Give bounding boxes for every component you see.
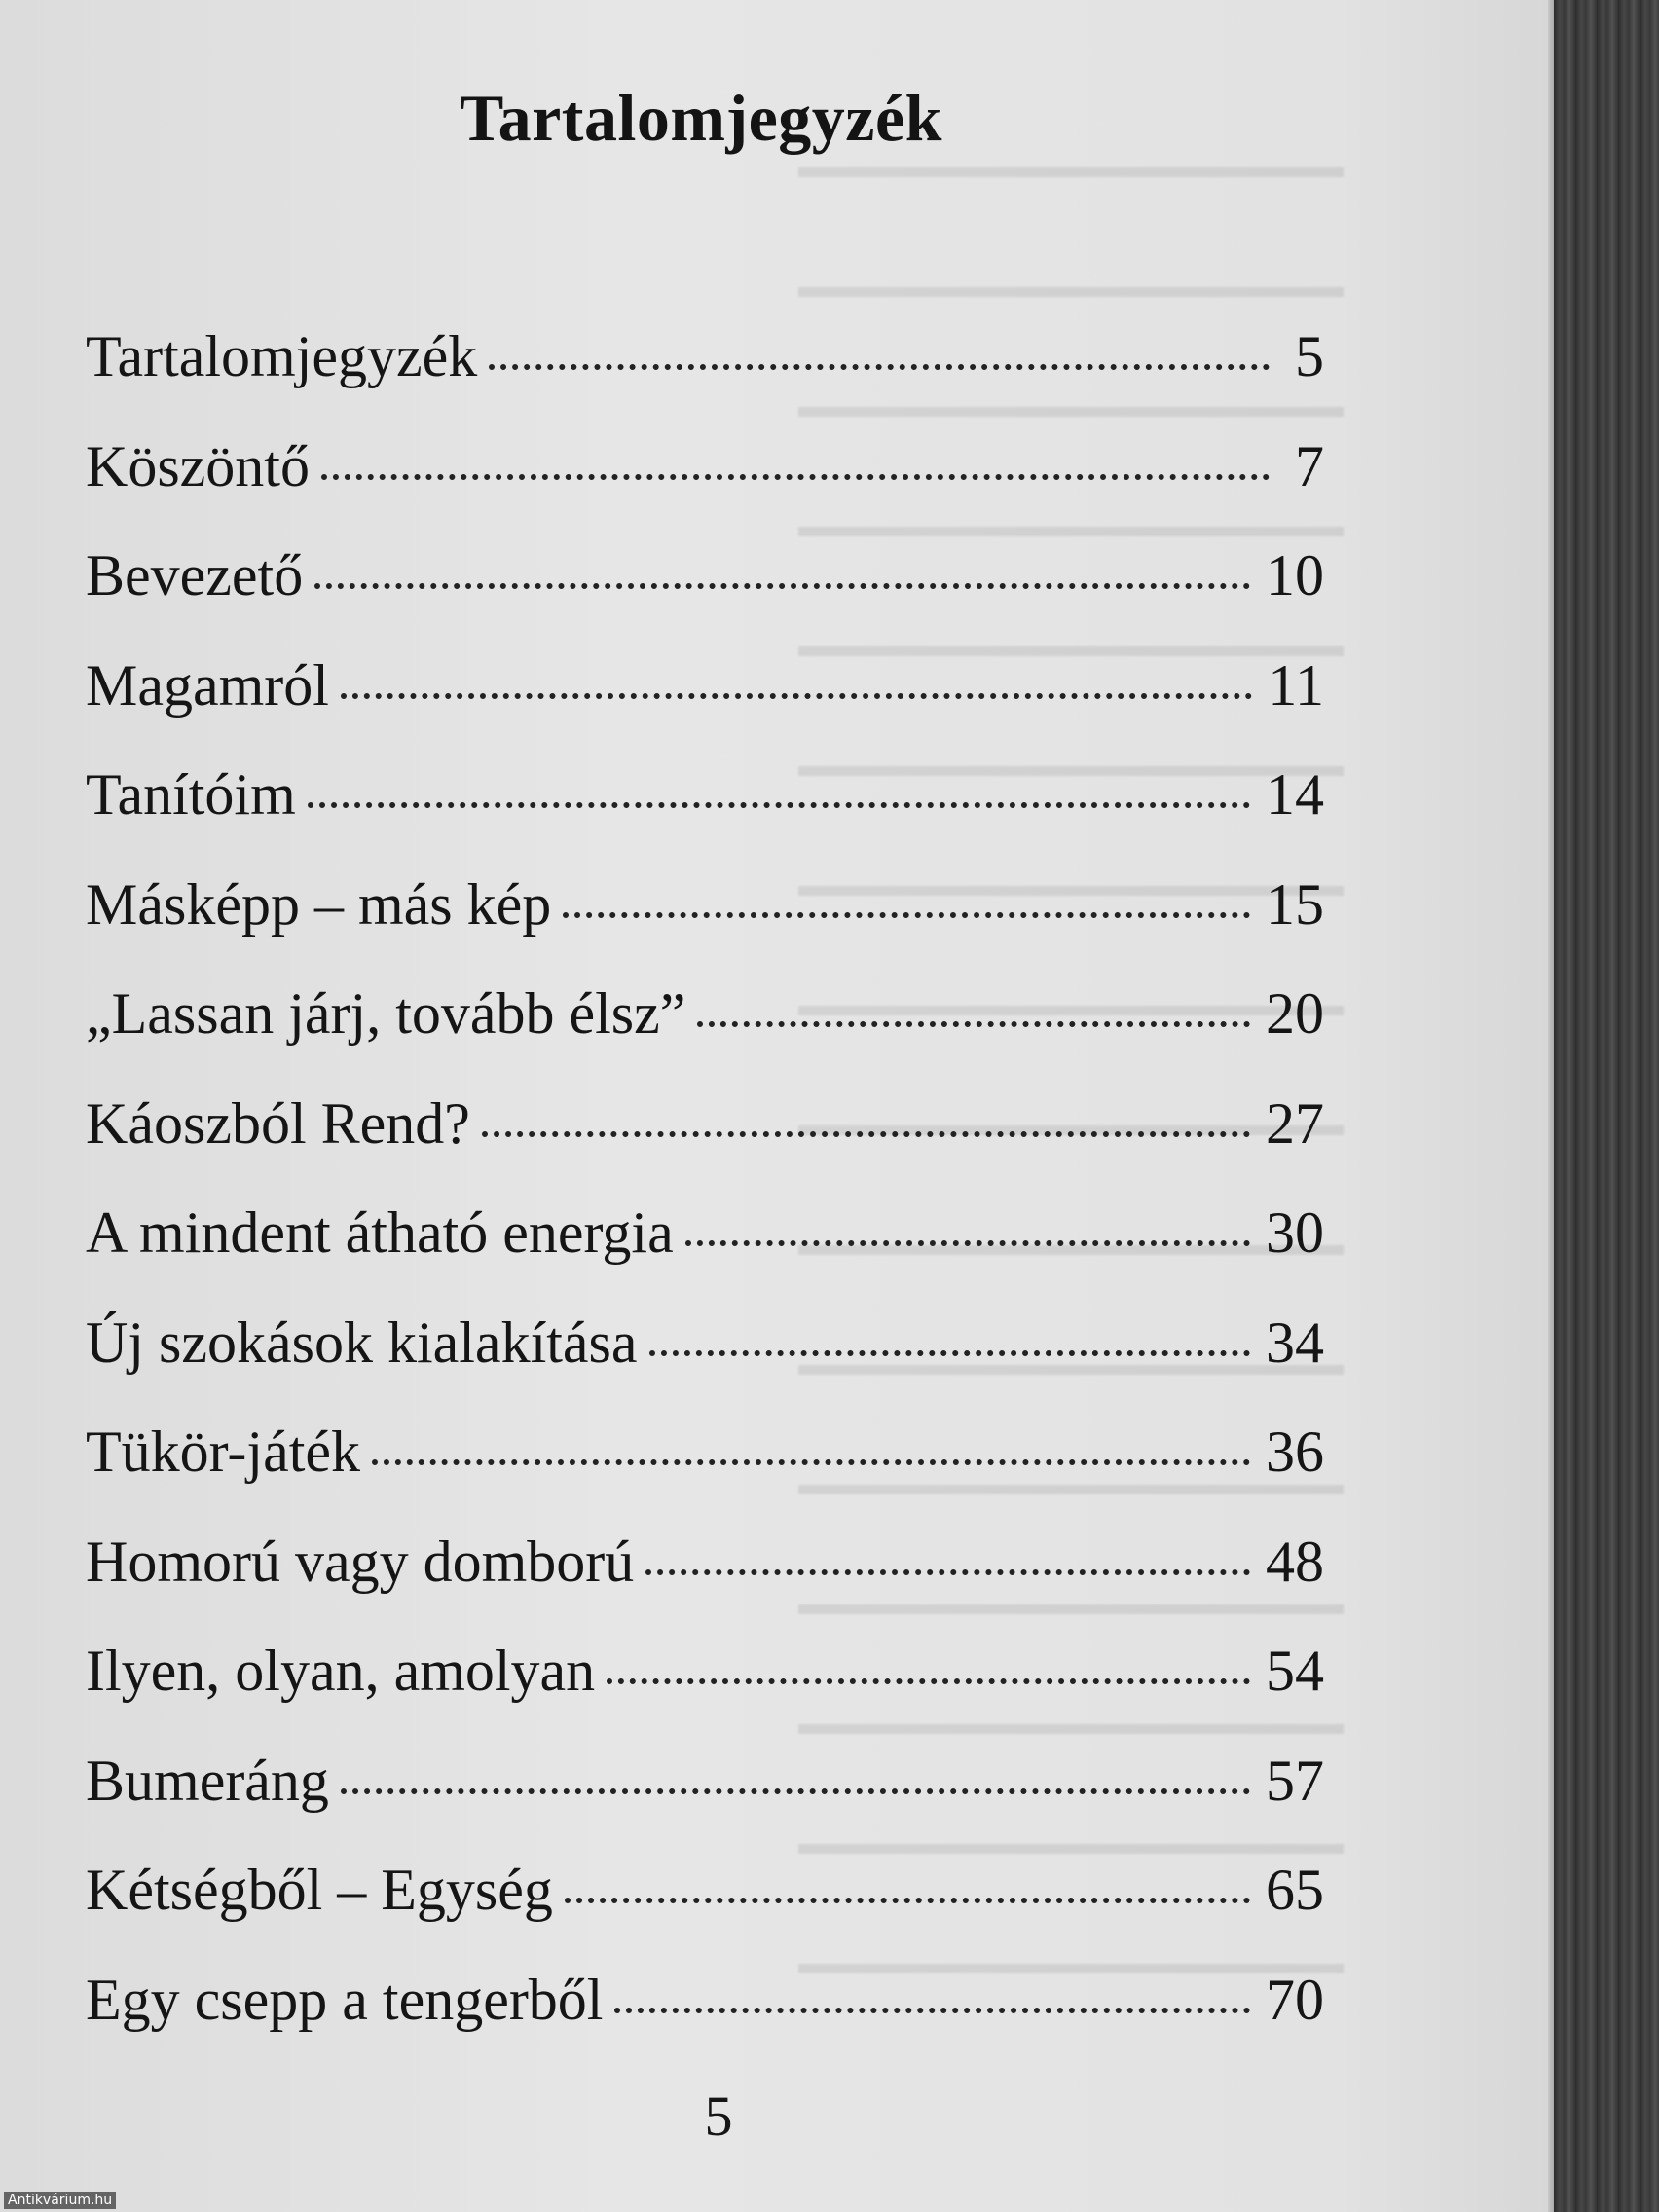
toc-entry-title: Tanítóim xyxy=(86,762,296,827)
toc-entry[interactable] xyxy=(86,652,1324,762)
toc-entry-page: 10 xyxy=(1266,543,1324,608)
page-title: Tartalomjegyzék xyxy=(460,81,942,155)
toc-entry[interactable] xyxy=(86,980,1324,1090)
dot-leader xyxy=(563,912,1250,918)
dot-leader xyxy=(565,1898,1250,1903)
toc-entry-title: A mindent átható energia xyxy=(86,1200,674,1265)
toc-entry-page: 7 xyxy=(1295,433,1324,498)
toc-entry-title: Kétségből – Egység xyxy=(86,1858,553,1922)
toc-entry-title: Homorú vagy domború xyxy=(86,1529,635,1594)
toc-entry[interactable] xyxy=(86,1309,1324,1419)
toc-entry[interactable] xyxy=(86,871,1324,981)
page-number: 5 xyxy=(704,2084,733,2148)
toc-entry-page: 20 xyxy=(1266,981,1324,1046)
toc-entry-title: Új szokások kialakítása xyxy=(86,1309,638,1375)
toc-entry-page: 30 xyxy=(1266,1200,1324,1265)
toc-entry-page: 27 xyxy=(1266,1090,1324,1156)
toc-entry[interactable] xyxy=(86,1967,1324,2077)
toc-entry-title: Káoszból Rend? xyxy=(86,1090,470,1156)
dot-leader xyxy=(482,1131,1250,1137)
toc-entry-page: 65 xyxy=(1266,1858,1324,1922)
toc-entry-title: Egy csepp a tengerből xyxy=(86,1967,604,2032)
toc-entry-page: 54 xyxy=(1266,1639,1324,1703)
dot-leader xyxy=(489,364,1270,370)
toc-entry-page: 11 xyxy=(1268,652,1324,718)
toc-entry-title: Tükör-játék xyxy=(86,1419,361,1484)
toc-entry[interactable] xyxy=(86,1748,1324,1858)
toc-entry[interactable] xyxy=(86,542,1324,652)
toc-entry-title: Ilyen, olyan, amolyan xyxy=(86,1639,596,1703)
toc-entry-title: Tartalomjegyzék xyxy=(86,324,478,388)
toc-entry-page: 57 xyxy=(1266,1748,1324,1813)
toc-entry-page: 34 xyxy=(1266,1309,1324,1375)
dot-leader xyxy=(645,1569,1250,1575)
toc-entry[interactable] xyxy=(86,1857,1324,1967)
toc-entry-page: 15 xyxy=(1266,871,1324,937)
toc-entry-title: Bumeráng xyxy=(86,1748,329,1813)
dot-leader xyxy=(308,802,1250,808)
dot-leader xyxy=(697,1021,1250,1027)
toc-entry[interactable] xyxy=(86,1638,1324,1748)
dot-leader xyxy=(341,693,1252,699)
toc-entry-page: 5 xyxy=(1295,324,1324,388)
dot-leader xyxy=(685,1240,1250,1246)
dot-leader xyxy=(372,1459,1250,1465)
dot-leader xyxy=(314,583,1250,589)
toc-entry-page: 36 xyxy=(1266,1419,1324,1484)
book-spine xyxy=(1554,0,1659,2212)
toc-entry-title: „Lassan járj, tovább élsz” xyxy=(86,981,686,1046)
toc-entry[interactable] xyxy=(86,761,1324,871)
toc-entry-title: Magamról xyxy=(86,652,329,718)
watermark: Antikvárium.hu xyxy=(4,2192,116,2209)
toc-entry-title: Köszöntő xyxy=(86,433,310,498)
toc-entry[interactable] xyxy=(86,1529,1324,1639)
toc-entry-title: Másképp – más kép xyxy=(86,871,552,937)
toc-entry[interactable] xyxy=(86,433,1324,543)
dot-leader xyxy=(607,1678,1250,1684)
dot-leader xyxy=(614,2008,1250,2013)
toc-entry-page: 14 xyxy=(1266,762,1324,827)
toc-entry-title: Bevezető xyxy=(86,543,304,608)
toc-entry-page: 48 xyxy=(1266,1529,1324,1594)
toc-entry[interactable] xyxy=(86,1090,1324,1200)
dot-leader xyxy=(341,1788,1250,1794)
toc-entry-page: 70 xyxy=(1266,1967,1324,2032)
toc-entry[interactable] xyxy=(86,323,1324,433)
table-of-contents xyxy=(86,323,1324,2076)
dot-leader xyxy=(649,1350,1250,1356)
dot-leader xyxy=(321,474,1270,480)
toc-entry[interactable] xyxy=(86,1199,1324,1309)
toc-entry[interactable] xyxy=(86,1419,1324,1529)
